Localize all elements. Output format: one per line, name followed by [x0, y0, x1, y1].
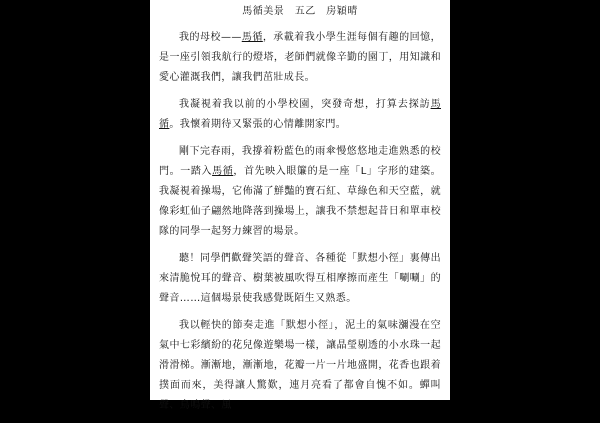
document-page	[150, 0, 450, 411]
paragraph	[159, 28, 441, 88]
paragraph	[159, 316, 441, 416]
proper-noun-underlined: 馬循	[159, 99, 441, 130]
text-run: 我的母校——	[179, 32, 242, 43]
text-run: 我以輕快的節奏走進「默想小徑」，泥土的氣味瀰漫在空氣中七彩繽紛的花兒像遊樂場一樣，讓晶瑩剔透的小水珠一起滑滑梯。漸漸地，漸漸地，花瓣一片一片地盛開，花香也跟着撲面而來，美得讓人驚歎，連月亮看了都會自愧不如。蟬叫聲、鳥鳴聲、風	[159, 320, 441, 411]
paragraph	[159, 249, 441, 309]
text-run: ，首先映入眼簾的是一座「L」字形的建築。我凝視着操場，它佈滿了鮮豔的寶石紅、草綠色和天空藍，就像彩虹仙子翩然地降落到操場上，讓我不禁想起昔日和單車校隊的同學一起努力練習的場景。	[159, 166, 441, 237]
essay-title: 馬循美景 五乙 房穎晴	[242, 6, 358, 17]
text-run: 剛下完春雨，我撐着粉藍色的雨傘慢悠悠地走進熟悉的校門。一踏入	[159, 146, 441, 177]
paragraph	[159, 142, 441, 242]
proper-noun-underlined: 馬循	[241, 32, 263, 43]
paragraph	[159, 95, 441, 135]
text-run: ，承載着我小學生涯每個有趣的回憶，是一座引領我航行的燈塔，老師們就像辛勤的園丁，用知識和愛心灌溉我們，讓我們茁壯成長。	[159, 32, 441, 83]
text-run: 。我懷着期待又緊張的心情離開家門。	[169, 119, 347, 130]
essay-body	[159, 28, 441, 423]
text-run: 聽！同學們歡聲笑語的聲音、各種從「默想小徑」裏傳出來清脆悅耳的聲音、樹葉被風吹得互相摩擦而產生「唰唰」的聲音……這個場景使我感覺既陌生又熟悉。	[159, 253, 441, 304]
text-run: 我凝視着我以前的小學校園，突發奇想，打算去探訪	[179, 99, 431, 110]
proper-noun-underlined: 馬循	[212, 166, 234, 177]
